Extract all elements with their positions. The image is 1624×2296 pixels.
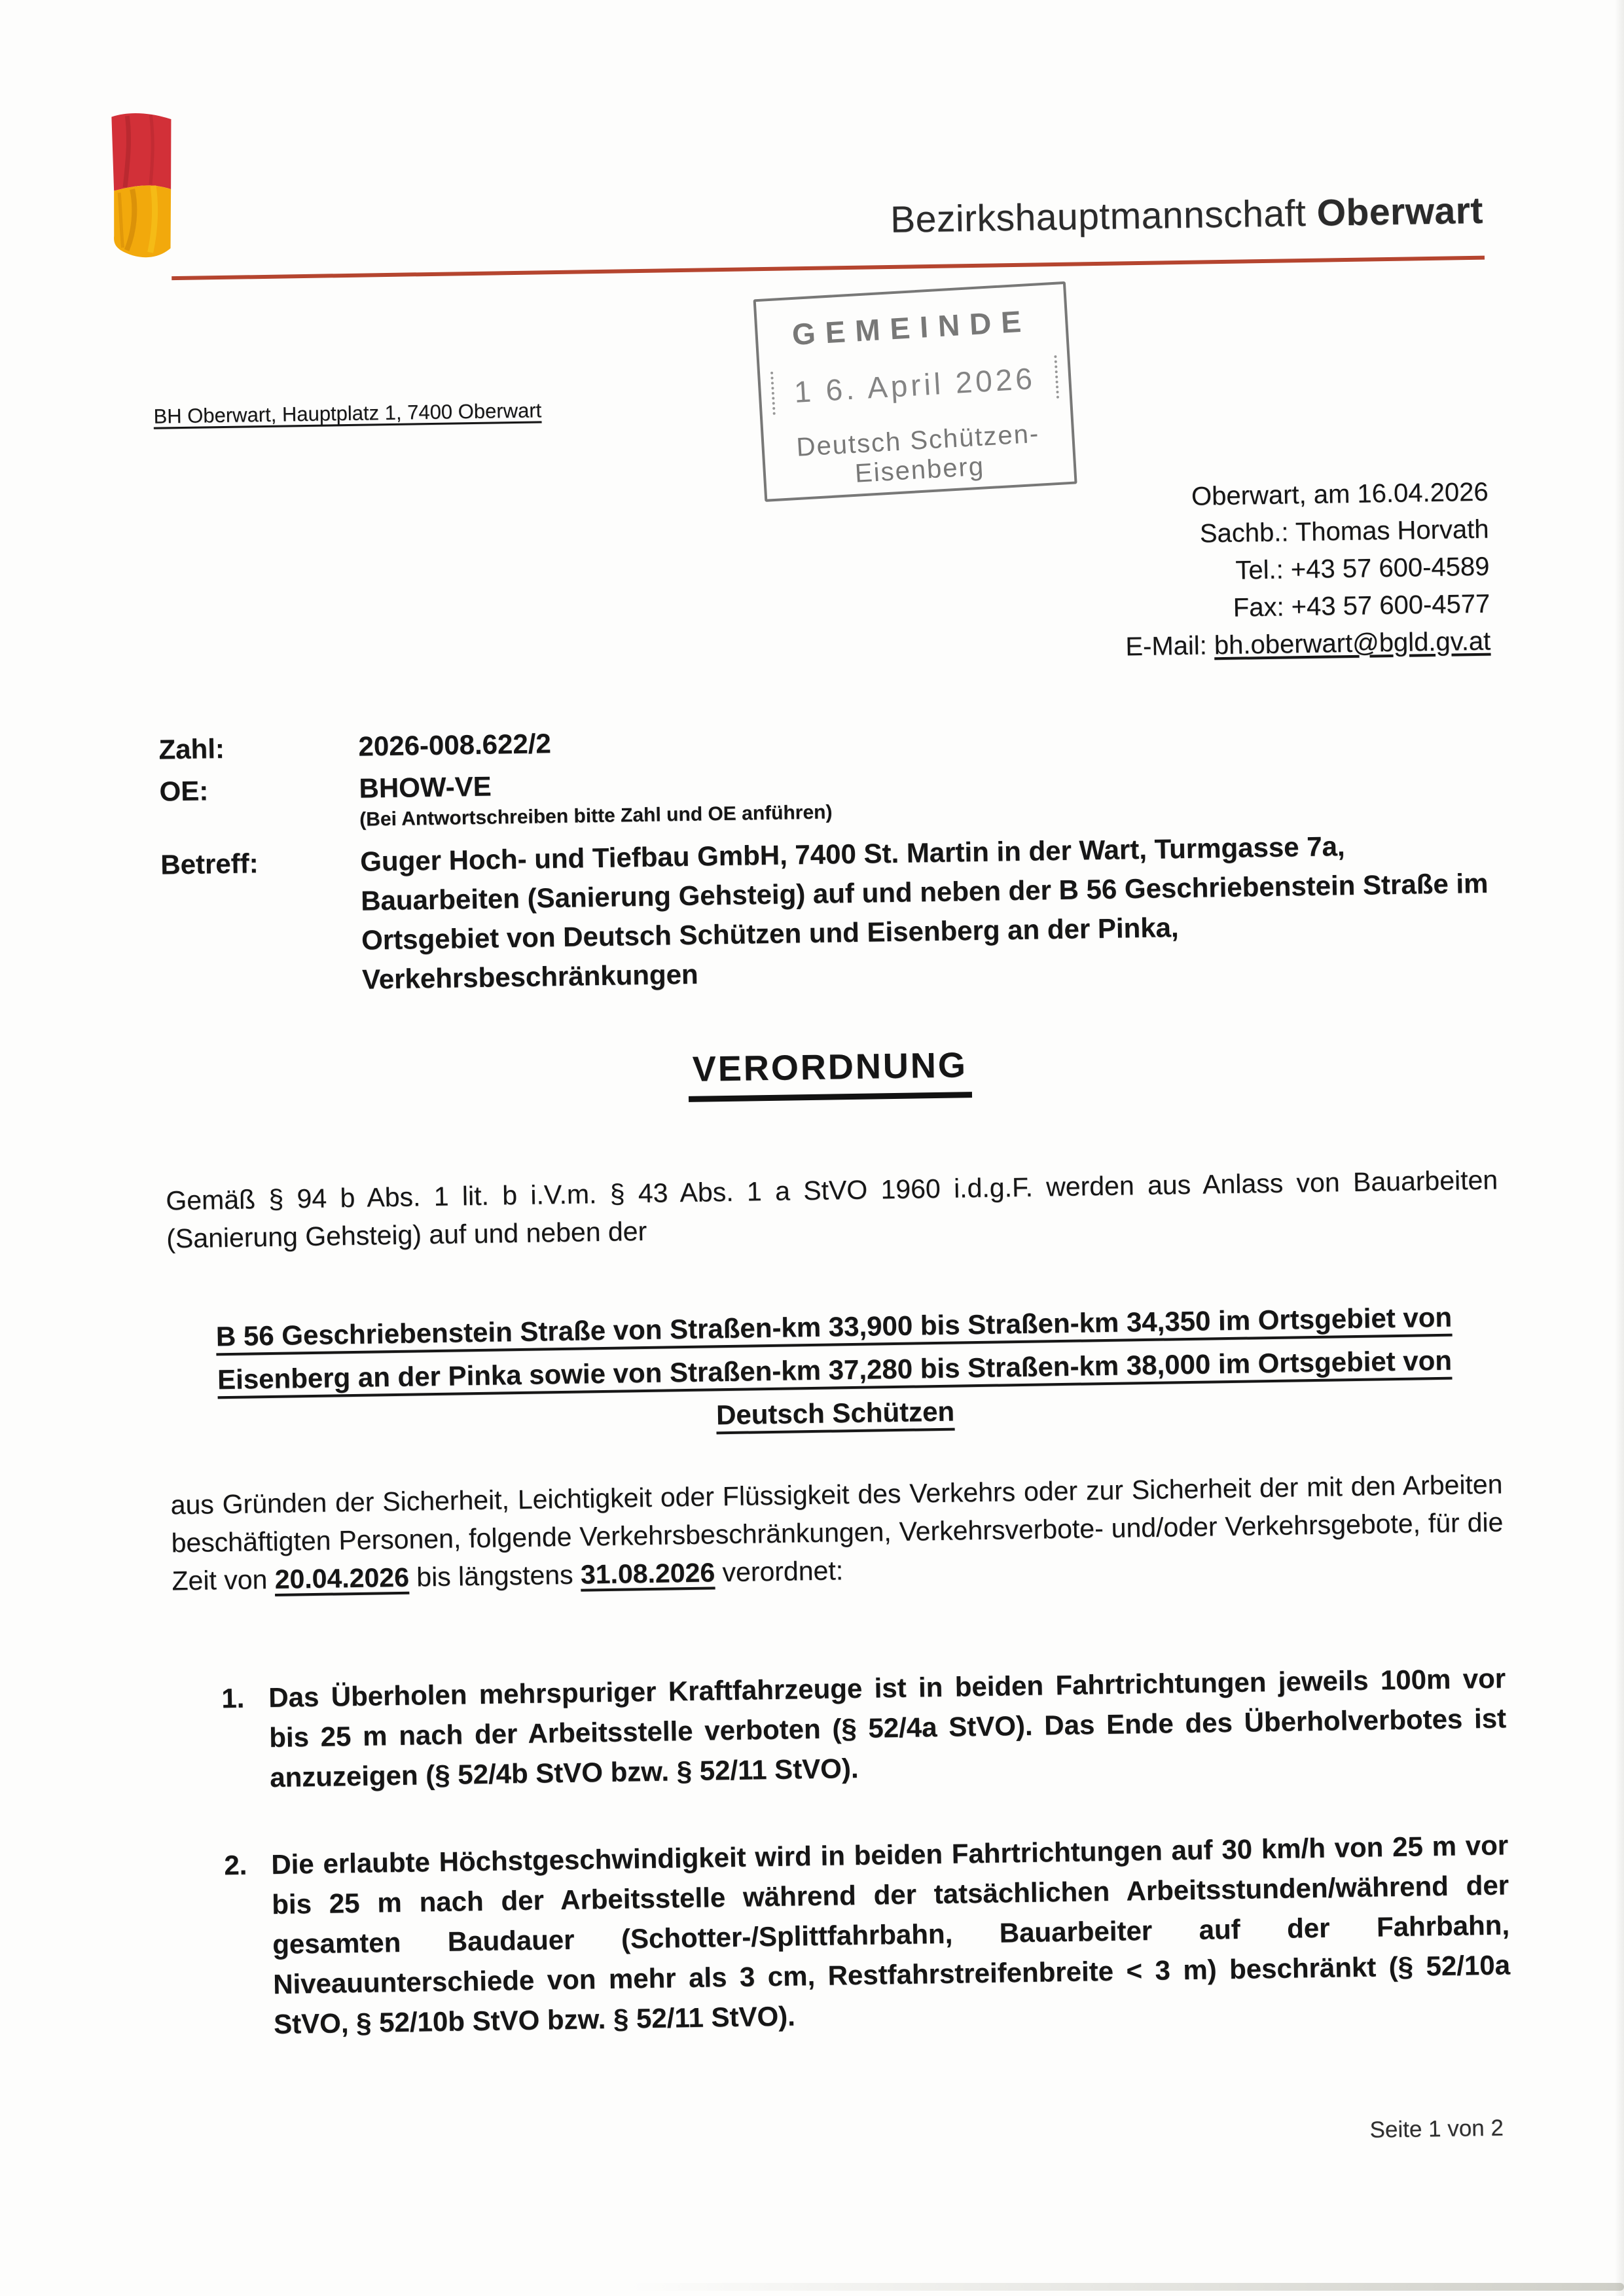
oe-value: BHOW-VE [359,770,492,804]
header-rule [171,256,1485,281]
stamp-municipality-name: Deutsch Schützen-Eisenberg [795,419,1041,488]
scan-edge-shadow [1615,0,1624,2296]
clerk-name: Sachb.: Thomas Horvath [1199,514,1489,548]
reason-part2: bis längstens [408,1559,581,1592]
reference-block [158,709,1498,1003]
list-item [221,1658,1507,1798]
zahl-value: 2026-008.622/2 [358,728,552,762]
restrictions-list [221,1658,1512,2092]
email-label: E-Mail: [1125,631,1215,662]
email-address: bh.oberwart@bgld.gv.at [1214,626,1491,660]
municipality-receipt-stamp [753,281,1077,502]
place-and-date: Oberwart, am 16.04.2026 [1191,477,1489,511]
stamp-right-tick [1054,355,1059,399]
stamp-date: 1 6. April 2026 [793,361,1037,409]
fax-number: Fax: +43 57 600-4577 [1233,589,1490,622]
page-number: Seite 1 von 2 [1369,2115,1504,2143]
betreff-label: Betreff: [160,848,259,880]
valid-to-date: 31.08.2026 [580,1557,715,1590]
list-item-number: 1. [221,1682,245,1714]
scan-bottom-shadow [629,2283,1624,2291]
contact-block [1123,474,1490,666]
stamp-gemeinde-label: GEMEINDE [791,304,1032,351]
reason-part3: verordnet: [714,1555,844,1588]
list-item-number: 2. [223,1849,247,1881]
burgenland-flag-logo [105,107,181,270]
legal-basis-paragraph: Gemäß § 94 b Abs. 1 lit. b i.V.m. § 43 Abs. 1 a StVO 1960 i.d.g.F. werden aus Anlass von Bauarbeiten (Sanierung Gehsteig) auf und neben der [166,1164,1498,1254]
list-item [224,1825,1511,2045]
list-item-text: Die erlaubte Höchstgeschwindigkeit wird in beiden Fahrtrichtungen auf 30 km/h von 25 m vor bis 25 m nach der Arbeitsstelle während der tatsächlichen Arbeitsstunden/während der gesamten Baudauer (Schotter-/Splittfahrbahn, Bauarbeiter auf der Fahrbahn, Niveauunterschiede von mehr als 3 cm, Restfahrstreifenbreite < 3 m) beschränkt (§ 52/10a StVO, § 52/10b StVO bzw. § 52/11 StVO). [270,1829,1511,2040]
oe-note: (Bei Antwortschreiben bitte Zahl und OE anführen) [359,801,833,831]
organization-title [890,189,1484,242]
stamp-left-tick [770,372,776,415]
document-title: VERORDNUNG [688,1045,971,1102]
zahl-label: Zahl: [158,733,225,765]
road-section-paragraph: B 56 Geschriebenstein Straße von Straßen-km 33,900 bis Straßen-km 34,350 im Ortsgebiet von Eisenberg an der Pinka sowie von Straßen-km 37,280 bis Straßen-km 38,000 im Ortsgebiet von Deutsch Schützen [215,1301,1453,1431]
telephone-number: Tel.: +43 57 600-4589 [1235,552,1490,585]
valid-from-date: 20.04.2026 [274,1562,410,1594]
organization-title-bold: Oberwart [1316,189,1484,234]
document-title-wrap [164,1037,1496,1111]
reason-part1: aus Gründen der Sicherheit, Leichtigkeit oder Flüssigkeit des Verkehrs oder zur Sicherheit der mit den Arbeiten beschäftigten Personen, folgende Verkehrsbeschränkungen, Verkehrsverbote- und/oder Verkehrsgebote, für die Zeit von [170,1469,1504,1596]
sender-address-line: BH Oberwart, Hauptplatz 1, 7400 Oberwart [153,399,542,428]
email-line [1125,623,1491,666]
organization-title-regular: Bezirkshauptmannschaft [890,192,1307,241]
oe-label: OE: [159,775,209,807]
list-item-text: Das Überholen mehrspuriger Kraftfahrzeuge ist in beiden Fahrtrichtungen jeweils 100m vor bis 25 m nach der Arbeitsstelle verboten (§ 52/4a StVO). Das Ende des Überholverbotes ist anzuzeigen (§ 52/4b StVO bzw. § 52/11 StVO). [268,1662,1507,1793]
reason-paragraph [170,1465,1504,1600]
betreff-value: Guger Hoch- und Tiefbau GmbH, 7400 St. Martin in der Wart, Turmgasse 7a, Bauarbeiten (Sanierung Gehsteig) auf und neben der B 56 Geschriebenstein Straße im Ortsgebiet von Deutsch Schützen und Eisenberg an der Pinka, Verkehrsbeschränkungen [359,831,1489,995]
stamp-date-row [760,355,1070,416]
